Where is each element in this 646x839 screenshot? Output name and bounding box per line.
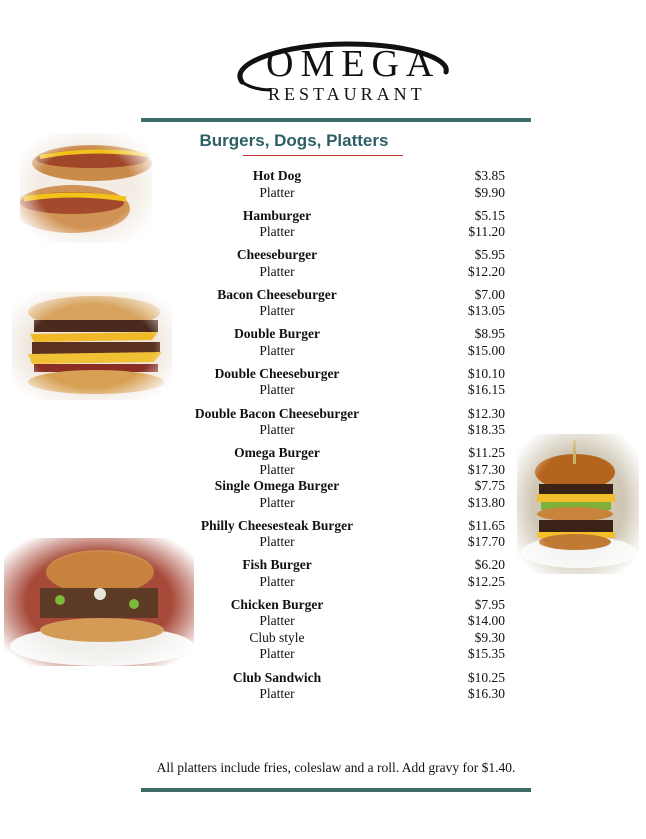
item-price: $13.80 [467, 494, 505, 510]
menu-item-row [170, 445, 530, 462]
item-price: $15.00 [467, 342, 505, 358]
item-price: $18.35 [467, 422, 505, 438]
item-price: $6.20 [474, 557, 505, 573]
item-name: Double Cheeseburger [214, 365, 340, 381]
item-name: Philly Cheesesteak Burger [200, 517, 354, 533]
item-name: Platter [259, 573, 295, 589]
omega-burger-photo [517, 434, 639, 574]
item-name: Platter [259, 224, 295, 240]
item-price: $17.70 [467, 534, 505, 550]
platter-row [170, 646, 530, 663]
platter-row [170, 686, 530, 703]
philly-cheesesteak-burger-photo [4, 538, 194, 666]
platter-row [170, 343, 530, 360]
item-price: $11.25 [468, 445, 505, 461]
item-name: Double Burger [234, 326, 320, 342]
menu-list [170, 168, 530, 703]
item-price: $15.35 [467, 646, 505, 662]
menu-item [170, 366, 530, 399]
item-price: $7.75 [474, 478, 505, 494]
platter-row [170, 495, 530, 512]
menu-item [170, 670, 530, 703]
hot-dog-photo [20, 133, 152, 243]
platter-row [170, 264, 530, 281]
item-name: Bacon Cheeseburger [217, 286, 337, 302]
item-price: $12.20 [467, 263, 505, 279]
platter-row [170, 185, 530, 202]
item-name: Platter [259, 342, 295, 358]
section-title: Burgers, Dogs, Platters [199, 131, 389, 150]
item-name: Omega Burger [234, 445, 320, 461]
menu-item-row [170, 287, 530, 304]
menu-item [170, 597, 530, 663]
logo-name: OMEGA [266, 43, 441, 85]
item-name: Platter [259, 646, 295, 662]
item-name: Hot Dog [252, 168, 302, 183]
platter-row [170, 303, 530, 320]
platter-row [170, 630, 530, 647]
item-name: Fish Burger [242, 557, 312, 573]
item-price: $5.95 [474, 247, 505, 263]
menu-item [170, 406, 530, 439]
item-price: $12.25 [467, 573, 505, 589]
item-name: Club style [249, 629, 305, 645]
menu-item [170, 208, 530, 241]
platter-row [170, 422, 530, 439]
restaurant-logo [228, 40, 454, 108]
platter-row [170, 534, 530, 551]
item-price: $9.90 [474, 184, 505, 200]
item-name: Platter [259, 686, 295, 702]
item-name: Double Bacon Cheeseburger [194, 405, 360, 421]
item-name: Club Sandwich [232, 669, 322, 685]
item-price: $10.10 [467, 365, 505, 381]
menu-item-row [170, 557, 530, 574]
item-name: Hamburger [242, 207, 312, 223]
top-divider [141, 118, 531, 122]
menu-item [170, 168, 530, 201]
item-name: Platter [259, 613, 295, 629]
item-name: Cheeseburger [236, 247, 318, 263]
item-price: $11.20 [468, 224, 505, 240]
item-name: Platter [259, 422, 295, 438]
item-price: $14.00 [467, 613, 505, 629]
menu-item-row [170, 208, 530, 225]
menu-item [170, 287, 530, 320]
menu-item [170, 326, 530, 359]
item-name: Single Omega Burger [214, 478, 340, 494]
item-price: $16.15 [467, 382, 505, 398]
item-price: $7.00 [474, 286, 505, 302]
menu-item-row [170, 406, 530, 423]
menu-item-row [170, 247, 530, 264]
item-price: $13.05 [467, 303, 505, 319]
bacon-cheeseburger-photo [12, 292, 172, 400]
platter-row [170, 574, 530, 591]
item-name: Platter [259, 534, 295, 550]
item-name: Platter [259, 461, 295, 477]
item-price: $16.30 [467, 686, 505, 702]
item-price: $7.95 [474, 596, 505, 612]
menu-item-row [170, 597, 530, 614]
item-name: Chicken Burger [230, 596, 324, 612]
footer-note: All platters include fries, coleslaw and a roll. Add gravy for $1.40. [156, 760, 516, 775]
platter-row [170, 382, 530, 399]
menu-item [170, 445, 530, 511]
platter-row [170, 224, 530, 241]
item-price: $17.30 [467, 461, 505, 477]
item-name: Platter [259, 494, 295, 510]
menu-item-row [170, 670, 530, 687]
item-price: $9.30 [474, 629, 505, 645]
item-name: Platter [259, 382, 295, 398]
logo-subtitle: RESTAURANT [268, 84, 426, 104]
platter-row [170, 462, 530, 479]
menu-item-row [170, 168, 530, 185]
platter-row [170, 613, 530, 630]
item-price: $5.15 [474, 207, 505, 223]
title-underline [243, 155, 403, 156]
menu-item [170, 518, 530, 551]
menu-item-row [170, 478, 530, 495]
item-price: $8.95 [474, 326, 505, 342]
item-name: Platter [259, 184, 295, 200]
item-price: $12.30 [467, 405, 505, 421]
menu-item-row [170, 366, 530, 383]
item-name: Platter [259, 303, 295, 319]
item-name: Platter [259, 263, 295, 279]
menu-item [170, 247, 530, 280]
menu-item-row [170, 326, 530, 343]
item-price: $10.25 [467, 669, 505, 685]
bottom-divider [141, 788, 531, 792]
item-price: $3.85 [474, 168, 505, 183]
menu-item-row [170, 518, 530, 535]
item-price: $11.65 [468, 517, 505, 533]
menu-item [170, 557, 530, 590]
